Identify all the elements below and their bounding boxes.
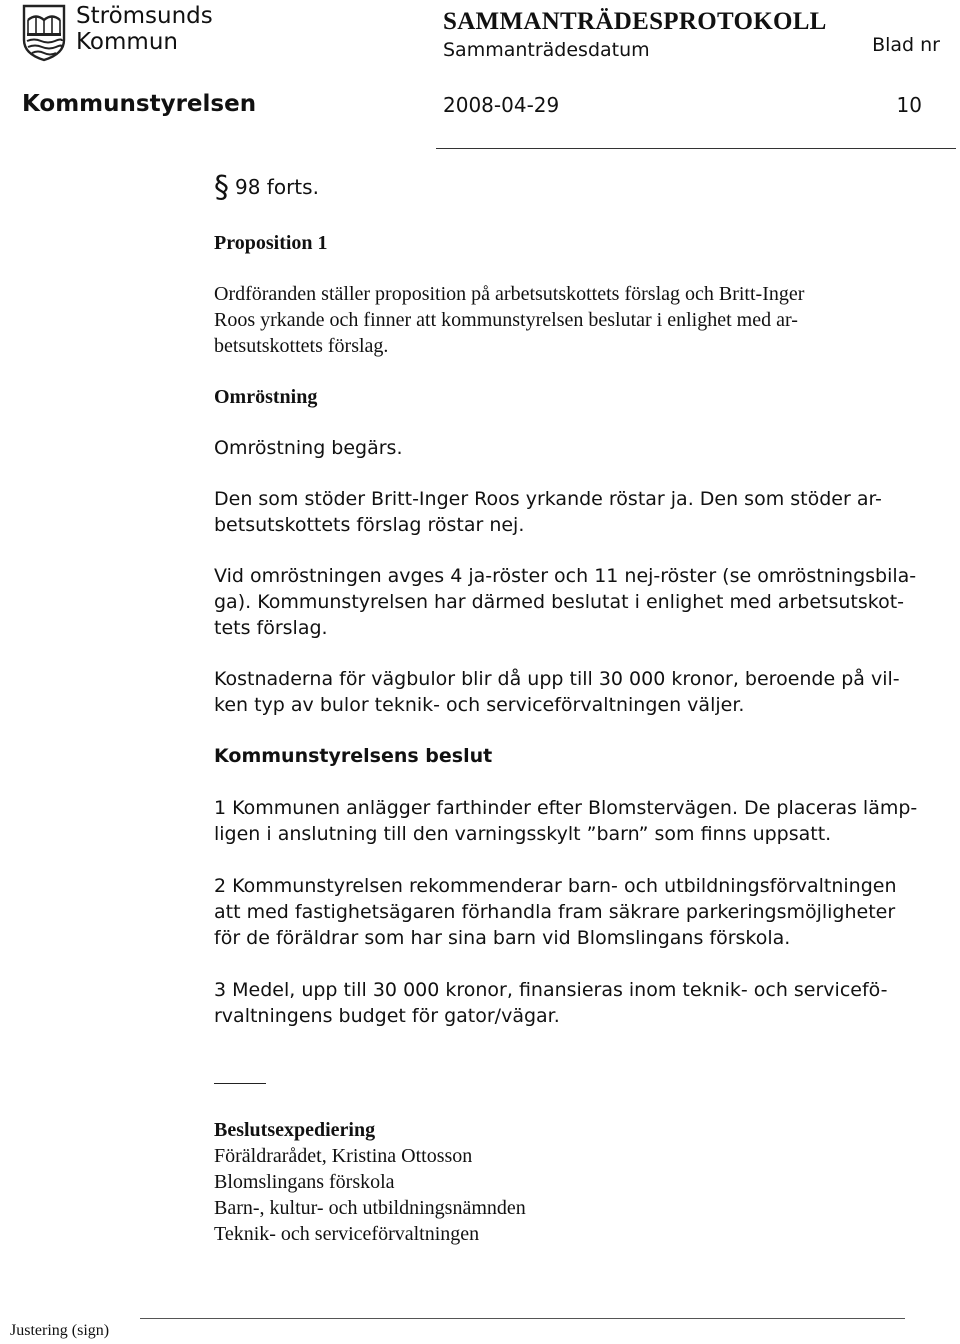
page-number: 10: [896, 93, 922, 117]
text-line: Ordföranden ställer proposition på arbetsutskottets förslag och Britt-Inger: [214, 283, 805, 305]
proposition-text: [214, 281, 934, 359]
organ-name: Kommunstyrelsen: [22, 91, 257, 117]
justering-label: Justering (sign): [10, 1322, 110, 1339]
text-line: att med fastighetsägaren förhandla fram säkrare parkeringsmöjligheter: [214, 901, 896, 923]
beslutsexpediering-list: [214, 1143, 934, 1247]
header-divider: [436, 148, 956, 149]
meeting-date: 2008-04-29: [443, 93, 560, 117]
omrostning-heading: Omröstning: [214, 386, 318, 408]
list-item: Teknik- och serviceförvaltningen: [214, 1223, 480, 1245]
text-line: 3 Medel, upp till 30 000 kronor, finansieras inom teknik- och servicefö-: [214, 979, 888, 1001]
omrostning-paragraph-3: [214, 563, 934, 641]
text-line: betsutskottets förslag röstar nej.: [214, 514, 525, 536]
page-number-label: Blad nr: [872, 34, 940, 56]
text-line: för de föräldrar som har sina barn vid Blomslingans förskola.: [214, 927, 791, 949]
text-line: Vid omröstningen avges 4 ja-röster och 11 nej-röster (se omröstningsbila-: [214, 565, 917, 587]
beslut-heading: Kommunstyrelsens beslut: [214, 745, 493, 767]
text-line: rvaltningens budget för gator/vägar.: [214, 1005, 560, 1027]
section-title: [214, 170, 934, 205]
municipality-logo-icon: [22, 4, 66, 62]
omrostning-paragraph-4: [214, 666, 934, 718]
list-item: Föräldrarådet, Kristina Ottosson: [214, 1145, 473, 1167]
section-symbol: §: [214, 170, 229, 205]
text-line: ga). Kommunstyrelsen har därmed beslutat i enlighet med arbetsutskot-: [214, 591, 905, 613]
beslut-paragraph-1: [214, 795, 934, 847]
beslut-paragraph-3: [214, 977, 934, 1029]
omrostning-paragraph-1: [214, 435, 934, 461]
meeting-date-label: Sammanträdesdatum: [443, 39, 650, 61]
text-line: Kostnaderna för vägbulor blir då upp till 30 000 kronor, beroende på vil-: [214, 668, 900, 690]
separator-line: [214, 1083, 266, 1084]
document-body: [214, 170, 934, 1247]
text-line: tets förslag.: [214, 617, 328, 639]
list-item: Barn-, kultur- och utbildningsnämnden: [214, 1197, 526, 1219]
logo-text-line-1: Strömsunds: [76, 3, 213, 29]
proposition-heading: Proposition 1: [214, 232, 328, 254]
section-title-text: 98 forts.: [235, 175, 319, 199]
text-line: betsutskottets förslag.: [214, 335, 389, 357]
text-line: 1 Kommunen anlägger farthinder efter Blomstervägen. De placeras lämp-: [214, 797, 918, 819]
text-line: ken typ av bulor teknik- och serviceförvaltningen väljer.: [214, 694, 745, 716]
logo-text-line-2: Kommun: [76, 29, 178, 55]
beslut-paragraph-2: [214, 873, 934, 951]
text-line: 2 Kommunstyrelsen rekommenderar barn- och utbildningsförvaltningen: [214, 875, 897, 897]
text-line: Omröstning begärs.: [214, 437, 403, 459]
text-line: Den som stöder Britt-Inger Roos yrkande röstar ja. Den som stöder ar-: [214, 488, 882, 510]
signature-line: [140, 1318, 905, 1319]
text-line: Roos yrkande och finner att kommunstyrelsen beslutar i enlighet med ar-: [214, 309, 798, 331]
document-title: SAMMANTRÄDESPROTOKOLL: [443, 8, 827, 35]
beslutsexpediering-heading: Beslutsexpediering: [214, 1119, 376, 1141]
text-line: ligen i anslutning till den varningsskylt ”barn” som finns uppsatt.: [214, 823, 832, 845]
omrostning-paragraph-2: [214, 486, 934, 538]
list-item: Blomslingans förskola: [214, 1171, 395, 1193]
